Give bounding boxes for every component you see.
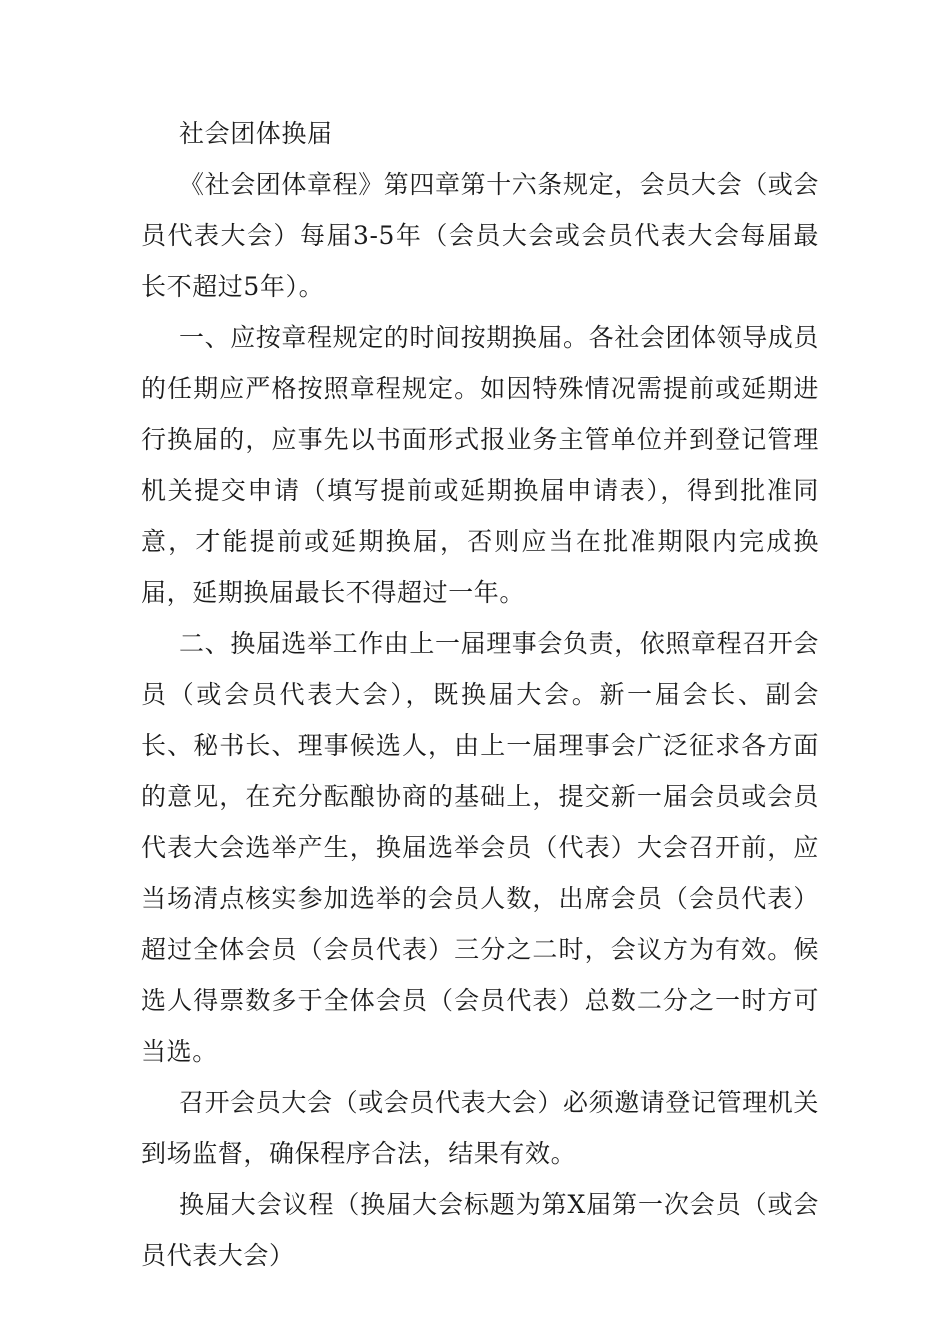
paragraph-supervision: 召开会员大会（或会员代表大会）必须邀请登记管理机关到场监督，确保程序合法，结果有效。 xyxy=(141,1088,820,1168)
paragraph-agenda: 换届大会议程（换届大会标题为第X届第一次会员（或会员代表大会） xyxy=(141,1190,819,1270)
paragraph-charter-rule: 《社会团体章程》第四章第十六条规定，会员大会（或会员代表大会）每届3-5年（会员大会或会员代表大会每届最长不超过5年）。 xyxy=(141,170,820,301)
paragraph-on-time-election: 一、应按章程规定的时间按期换届。各社会团体领导成员的任期应严格按照章程规定。如因特殊情况需提前或延期进行换届的，应事先以书面形式报业务主管单位并到登记管理机关提交申请（填写提前或延期换届申请表），得到批准同意，才能提前或延期换届，否则应当在批准期限内完成换届，延期换届最长不得超过一年。 xyxy=(141,323,820,607)
document-page xyxy=(141,108,819,1281)
paragraph-election-procedure: 二、换届选举工作由上一届理事会负责，依照章程召开会员（或会员代表大会），既换届大会。新一届会长、副会长、秘书长、理事候选人，由上一届理事会广泛征求各方面的意见，在充分酝酿协商的基础上，提交新一届会员或会员代表大会选举产生，换届选举会员（代表）大会召开前，应当场清点核实参加选举的会员人数，出席会员（会员代表）超过全体会员（会员代表）三分之二时，会议方为有效。候选人得票数多于全体会员（会员代表）总数二分之一时方可当选。 xyxy=(141,629,820,1066)
document-title: 社会团体换届 xyxy=(179,119,333,148)
